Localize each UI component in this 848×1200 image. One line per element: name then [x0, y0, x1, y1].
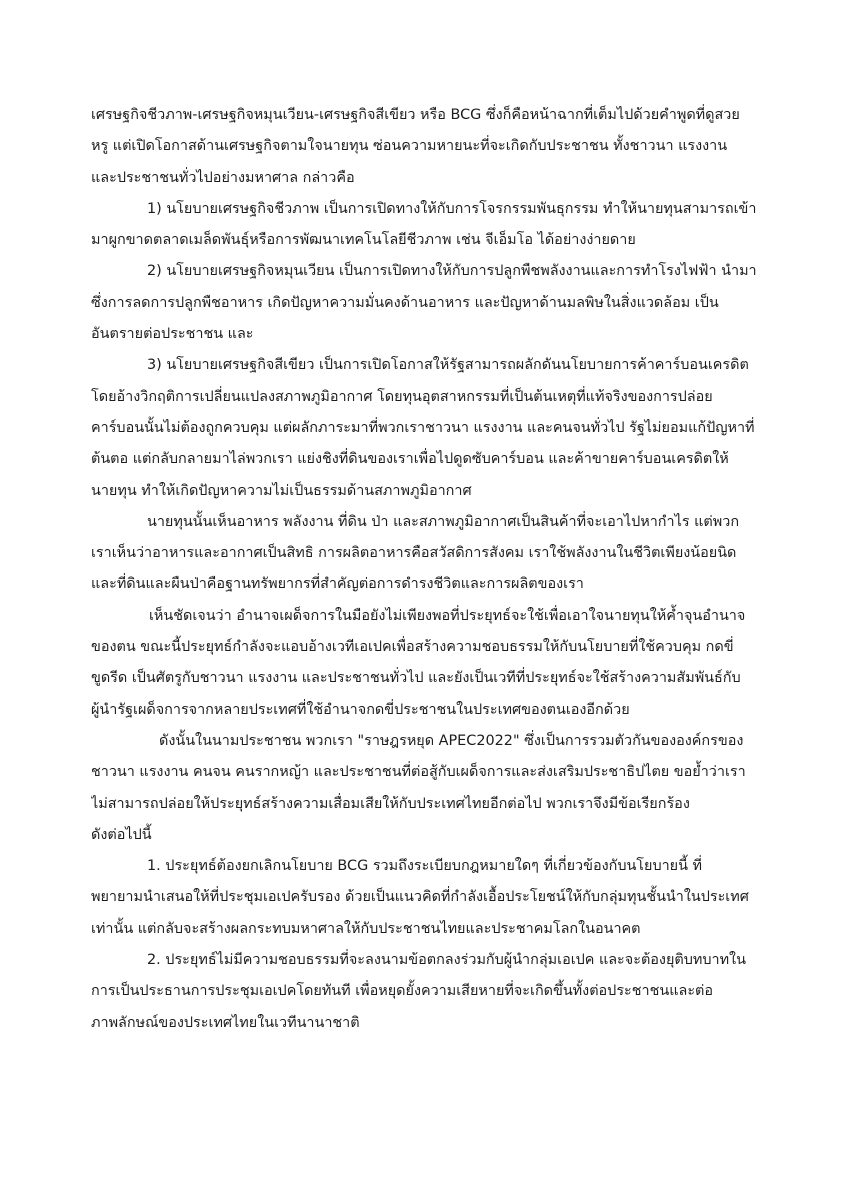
text-line: เศรษฐกิจชีวภาพ-เศรษฐกิจหมุนเวียน-เศรษฐกิจสีเขียว หรือ BCG ซึ่งก็คือหน้าฉากที่เต็มไปด้วยคำพูดที่ดูสวย: [91, 107, 740, 123]
paragraph: [91, 507, 766, 601]
text-line: 2. ประยุทธ์ไม่มีความชอบธรรมที่จะลงนามข้อตกลงร่วมกับผู้นำกลุ่มเอเปค และจะต้องยุติบทบาทใน: [147, 952, 746, 969]
paragraph: [91, 851, 766, 945]
text-line: อันตรายต่อประชาชน และ: [91, 326, 254, 343]
text-line: ผู้นำรัฐเผด็จการจากหลายประเทศที่ใช้อำนาจกดขี่ประชาชนในประเทศของตนเองอีกด้วย: [91, 701, 630, 718]
text-line: 1. ประยุทธ์ต้องยกเลิกนโยบาย BCG รวมถึงระเบียบกฎหมายใดๆ ที่เกี่ยวข้องกับนโยบายนี้ ที่: [147, 858, 703, 875]
text-line: และที่ดินและผืนป่าคือฐานทรัพยากรที่สำคัญต่อการดำรงชีวิตและการผลิตของเรา: [91, 576, 584, 593]
text-line: ดังนั้นในนามประชาชน พวกเรา "ราษฎรหยุด APEC2022" ซึ่งเป็นการรวมตัวกันขององค์กรของ: [159, 732, 744, 749]
text-line: เท่านั้น แต่กลับจะสร้างผลกระทบมหาศาลให้กับประชาชนไทยและประชาคมโลกในอนาคต: [91, 920, 641, 937]
text-line: การเป็นประธานการประชุมเอเปคโดยทันที เพื่อหยุดยั้งความเสียหายที่จะเกิดขึ้นทั้งต่อประชาชนและต่อ: [91, 983, 714, 1000]
text-line: และประชาชนทั่วไปอย่างมหาศาล กล่าวคือ: [91, 169, 355, 186]
text-line: นายทุน ทำให้เกิดปัญหาความไม่เป็นธรรมด้านสภาพภูมิอากาศ: [91, 482, 472, 499]
document-body: [91, 100, 766, 1039]
text-line: ดังต่อไปนี้: [91, 826, 152, 843]
text-line: 3) นโยบายเศรษฐกิจสีเขียว เป็นการเปิดโอกาสให้รัฐสามารถผลักดันนโยบายการค้าคาร์บอนเครดิต: [147, 357, 749, 374]
text-line: ชาวนา แรงงาน คนจน คนรากหญ้า และประชาชนที่ต่อสู้กับเผด็จการและส่งเสริมประชาธิปไตย ขอย้ำว่าเรา: [91, 764, 746, 781]
paragraph: [91, 945, 766, 1039]
paragraph: [91, 100, 766, 194]
text-line: เราเห็นว่าอาหารและอากาศเป็นสิทธิ การผลิตอาหารคือสวัสดิการสังคม เราใช้พลังงานในชีวิตเพียงน้อยนิด: [91, 545, 737, 562]
text-line: ของตน ขณะนี้ประยุทธ์กำลังจะแอบอ้างเวทีเอเปคเพื่อสร้างความชอบธรรมให้กับนโยบายที่ใช้ควบคุม กดขี่: [91, 639, 734, 656]
text-line: ต้นตอ แต่กลับกลายมาไล่พวกเรา แย่งชิงที่ดินของเราเพื่อไปดูดซับคาร์บอน และค้าขายคาร์บอนเครดิตให้: [91, 451, 729, 468]
text-line: ภาพลักษณ์ของประเทศไทยในเวทีนานาชาติ: [91, 1014, 360, 1031]
text-line: 1) นโยบายเศรษฐกิจชีวภาพ เป็นการเปิดทางให้กับการโจรกรรมพันธุกรรม ทำให้นายทุนสามารถเข้า: [147, 200, 757, 217]
text-line: เห็นชัดเจนว่า อำนาจเผด็จการในมือยังไม่เพียงพอที่ประยุทธ์จะใช้เพื่อเอาใจนายทุนให้ค้ำจุนอำนาจ: [149, 607, 746, 624]
text-line: ซึ่งการลดการปลูกพืชอาหาร เกิดปัญหาความมั่นคงด้านอาหาร และปัญหาด้านมลพิษในสิ่งแวดล้อม เป็น: [91, 294, 719, 311]
text-line: หรู แต่เปิดโอกาสด้านเศรษฐกิจตามใจนายทุน ซ่อนความหายนะที่จะเกิดกับประชาชน ทั้งชาวนา แรงงาน: [91, 138, 728, 155]
paragraph: [91, 350, 766, 506]
text-line: ขูดรีด เป็นศัตรูกับชาวนา แรงงาน และประชาชนทั่วไป และยังเป็นเวทีที่ประยุทธ์จะใช้สร้างความสัมพันธ์กับ: [91, 670, 741, 687]
text-line: โดยอ้างวิกฤติการเปลี่ยนแปลงสภาพภูมิอากาศ โดยทุนอุตสาหกรรมที่เป็นต้นเหตุที่แท้จริงของการปล่อย: [91, 388, 713, 405]
paragraph: [91, 726, 766, 851]
text-line: มาผูกขาดตลาดเมล็ดพันธุ์หรือการพัฒนาเทคโนโลยีชีวภาพ เช่น จีเอ็มโอ ได้อย่างง่ายดาย: [91, 232, 636, 249]
text-line: คาร์บอนนั้นไม่ต้องถูกควบคุม แต่ผลักภาระมาที่พวกเราชาวนา แรงงาน และคนจนทั่วไป รัฐไม่ยอมแก้ปัญหาที่: [91, 419, 755, 436]
text-line: 2) นโยบายเศรษฐกิจหมุนเวียน เป็นการเปิดทางให้กับการปลูกพืชพลังงานและการทำโรงไฟฟ้า นำมา: [147, 263, 757, 280]
text-line: ไม่สามารถปล่อยให้ประยุทธ์สร้างความเสื่อมเสียให้กับประเทศไทยอีกต่อไป พวกเราจึงมีข้อเรียกร้อง: [91, 795, 690, 812]
paragraph: [91, 194, 766, 257]
text-line: นายทุนนั้นเห็นอาหาร พลังงาน ที่ดิน ป่า และสภาพภูมิอากาศเป็นสินค้าที่จะเอาไปหากำไร แต่พวก: [147, 513, 740, 530]
text-line: พยายามนำเสนอให้ที่ประชุมเอเปครับรอง ด้วยเป็นแนวคิดที่กำลังเอื้อประโยชน์ให้กับกลุ่มทุนชั้นนำในประเทศ: [91, 889, 749, 906]
paragraph: [91, 256, 766, 350]
paragraph: [91, 601, 766, 726]
